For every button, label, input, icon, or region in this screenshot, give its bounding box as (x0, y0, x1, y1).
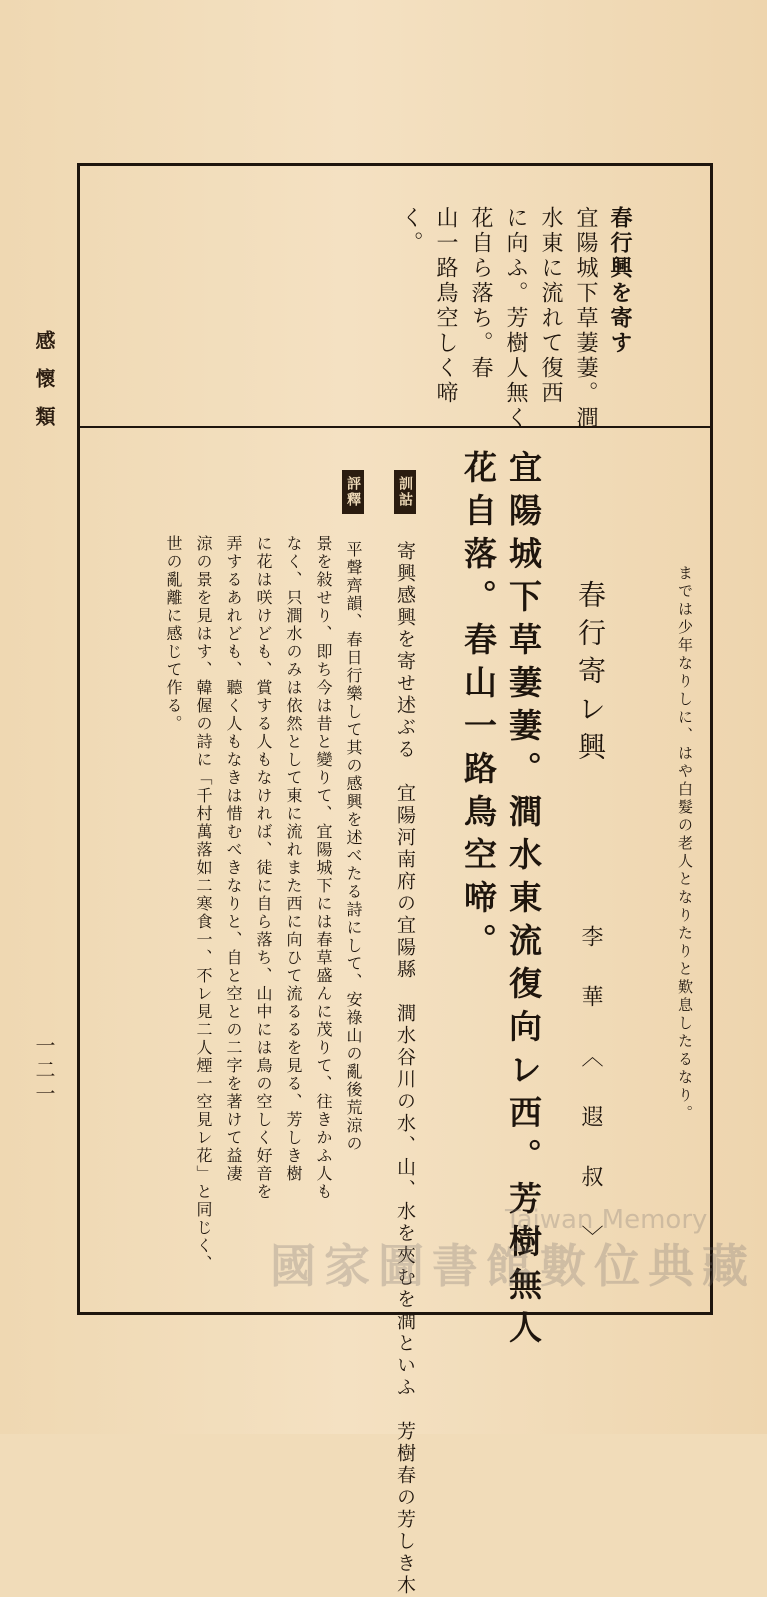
commentary-line: 涼の景を見はす、韓偓の詩に「千村萬落如二寒食一、不レ見二人煙一空見レ花」と同じく、 (194, 535, 213, 1273)
translation-line: く。 (398, 206, 423, 256)
poem-line: 花自落。春山一路鳥空啼。 (459, 450, 498, 966)
translation-line: に向ふ。芳樹人無く (503, 206, 528, 431)
commentary-line: 弄するあれども、聽く人もなきは惜むべきなりと、自と空との二字を著けて益凄 (224, 535, 243, 1183)
commentary-line: に花は咲けども、賞する人もなければ、徒に自ら落ち、山中には鳥の空しく好音を (254, 535, 273, 1201)
commentary-line: 世の亂離に感じて作る。 (164, 535, 183, 733)
commentary-line: 平聲齊韻、春日行樂して其の感興を述べたる詩にして、安祿山の亂後荒涼の (344, 541, 363, 1153)
page-number: 一二一 (32, 1035, 56, 1107)
poem-line: 宜陽城下草萋萋。澗水東流復向レ西。芳樹無人 (504, 450, 543, 1353)
intro-line: までは少年なりしに、はや白髮の老人となりたりと歎息したるなり。 (676, 565, 694, 1123)
watermark-english: Taiwan Memory (505, 1205, 708, 1235)
section-title: 感懷類 (32, 330, 56, 444)
translation-line: 山一路鳥空しく啼 (433, 206, 458, 406)
poem-author: 李華〈遐叔〉 (578, 925, 603, 1285)
frame-divider (80, 426, 710, 428)
watermark-library: 國家圖書館數位典藏 (270, 1239, 756, 1293)
kunko-text: 寄興感興を寄せ述ぶる 宜陽河南府の宜陽縣 澗水谷川の水、山、水を夾むを澗といふ 芳樹春の芳しき木 (394, 541, 416, 1597)
translation-line: 宜陽城下草萋萋。澗 (573, 206, 598, 431)
translation-line: 花自ら落ち。春 (468, 206, 493, 381)
translation-heading: 春行興を寄す (607, 206, 633, 356)
commentary-line: 景を敍せり、即ち今は昔と變りて、宜陽城下には春草盛んに茂りて、往きかふ人も (314, 535, 333, 1201)
commentary-first (342, 470, 365, 1153)
kunko-block (392, 470, 419, 1597)
commentary-label: 評釋 (342, 470, 364, 514)
poem-title: 春行寄レ興 (574, 580, 607, 770)
kunko-label: 訓詁 (394, 470, 416, 514)
translation-line: 水東に流れて復西 (538, 206, 563, 406)
commentary-line: なく、只澗水のみは依然として東に流れまた西に向ひて流るるを見る、芳しき樹 (284, 535, 303, 1183)
